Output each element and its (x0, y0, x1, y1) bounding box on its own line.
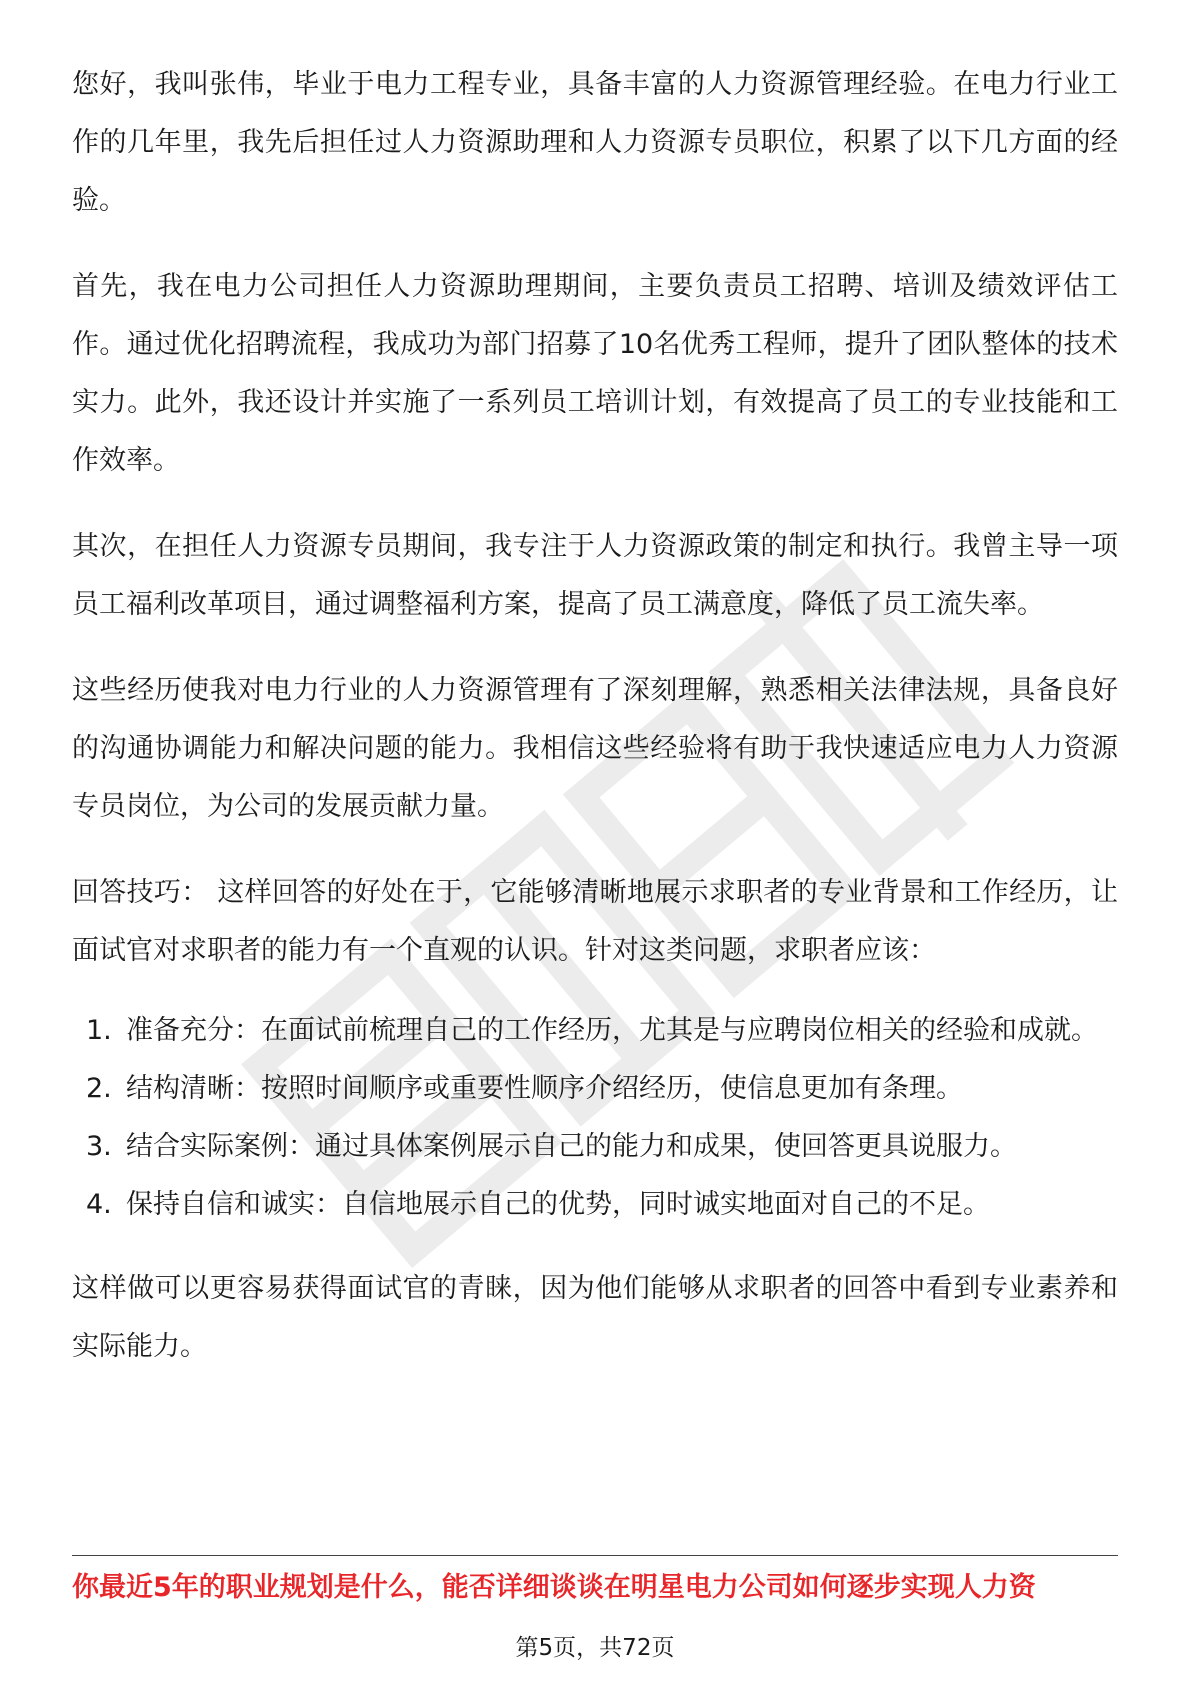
list-item-number: 3. (86, 1131, 112, 1162)
tips-list-item (72, 1176, 1118, 1234)
list-item-text: 保持自信和诚实：自信地展示自己的优势，同时诚实地面对自己的不足。 (126, 1189, 990, 1220)
next-question-heading: 你最近5年的职业规划是什么，能否详细谈谈在明星电力公司如何逐步实现人力资 (72, 1572, 1036, 1603)
list-item-number: 2. (86, 1073, 112, 1104)
list-item-number: 1. (86, 1015, 112, 1046)
first-experience-paragraph: 首先，我在电力公司担任人力资源助理期间，主要负责员工招聘、培训及绩效评估工作。通过优化招聘流程，我成功为部门招募了10名优秀工程师，提升了团队整体的技术实力。此外，我还设计并实施了一系列员工培训计划，有效提高了员工的专业技能和工作效率。 (72, 271, 1118, 476)
tips-list-item (72, 1118, 1118, 1176)
tips-list-item (72, 1060, 1118, 1118)
summary-paragraph: 这些经历使我对电力行业的人力资源管理有了深刻理解，熟悉相关法律法规，具备良好的沟通协调能力和解决问题的能力。我相信这些经验将有助于我快速适应电力人力资源专员岗位，为公司的发展贡献力量。 (72, 675, 1118, 822)
main-content (72, 56, 1118, 1404)
list-item-number: 4. (86, 1189, 112, 1220)
intro-paragraph: 您好，我叫张伟，毕业于电力工程专业，具备丰富的人力资源管理经验。在电力行业工作的几年里，我先后担任过人力资源助理和人力资源专员职位，积累了以下几方面的经验。 (72, 69, 1118, 216)
page-number-footer: 第5页，共72页 (515, 1635, 675, 1661)
second-experience-paragraph: 其次，在担任人力资源专员期间，我专注于人力资源政策的制定和执行。我曾主导一项员工福利改革项目，通过调整福利方案，提高了员工满意度，降低了员工流失率。 (72, 531, 1118, 620)
tips-list (72, 1002, 1118, 1234)
tips-intro-paragraph: 回答技巧： 这样回答的好处在于，它能够清晰地展示求职者的专业背景和工作经历，让面试官对求职者的能力有一个直观的认识。针对这类问题，求职者应该： (72, 877, 1118, 966)
tips-list-item (72, 1002, 1118, 1060)
section-divider (72, 1555, 1118, 1556)
closing-paragraph: 这样做可以更容易获得面试官的青睐，因为他们能够从求职者的回答中看到专业素养和实际能力。 (72, 1273, 1118, 1362)
list-item-text: 结合实际案例：通过具体案例展示自己的能力和成果，使回答更具说服力。 (126, 1131, 1017, 1162)
list-item-text: 准备充分：在面试前梳理自己的工作经历，尤其是与应聘岗位相关的经验和成就。 (126, 1015, 1098, 1046)
list-item-text: 结构清晰：按照时间顺序或重要性顺序介绍经历，使信息更加有条理。 (126, 1073, 963, 1104)
